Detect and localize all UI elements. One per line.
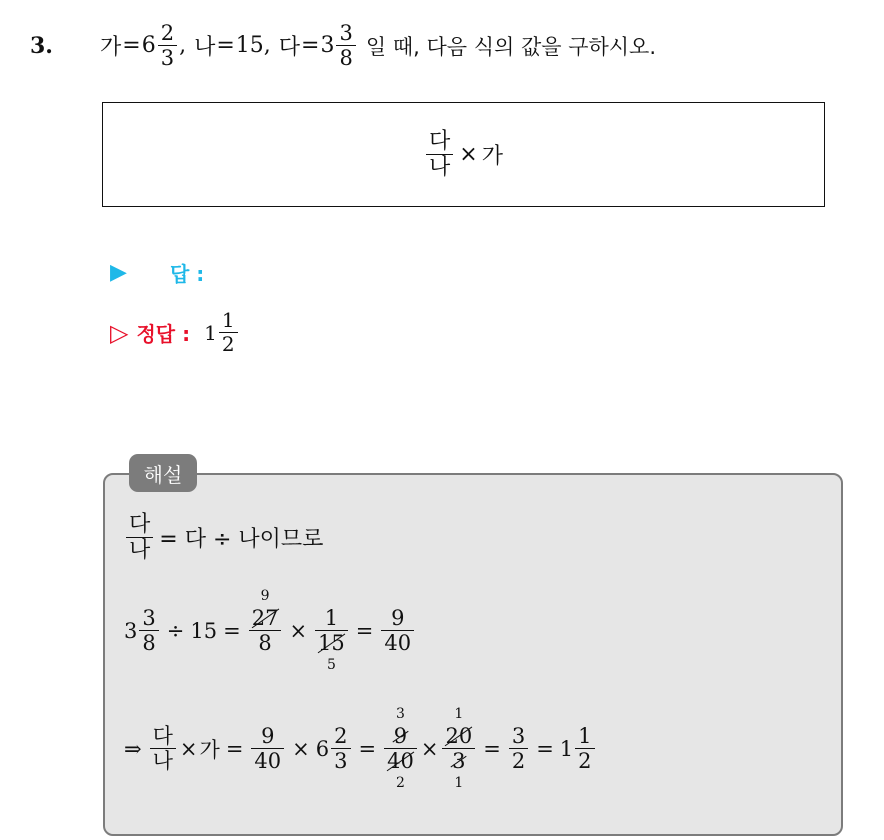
implies-arrow: ⇒ bbox=[124, 736, 142, 761]
expression-box bbox=[102, 102, 825, 207]
solution-line-1: $\frac{\text{다}}{\text{나}}$ = 다 ÷ 나이므로 bbox=[124, 513, 323, 562]
play-icon: ▶ bbox=[110, 260, 127, 285]
correct-answer-label: 정답 : bbox=[136, 322, 191, 346]
correct-answer-line bbox=[110, 310, 240, 355]
correct-answer-fraction: $\frac{1}{2}$ bbox=[219, 310, 238, 355]
solution-tab bbox=[129, 454, 197, 492]
var-ga: 가 bbox=[100, 35, 122, 61]
solution-line-3: ⇒ $\frac{\text{다}}{\text{나}}$ × 가 = $\frac{9}{40}$ × 6 $\frac{2}{3}$ = 3 9 40 2 × 1 20 3 1 = $\frac{3}{2}$ = 1 $\frac{1}{2}$ bbox=[124, 725, 597, 772]
ga-fraction: $\frac{2}{3}$ bbox=[158, 22, 177, 69]
problem-number: 3. bbox=[30, 32, 53, 59]
problem-line: 3. 가 = 6 $\frac{2}{3}$ , 나 = 15 , 다 = 3 $\frac{3}{8}$ 일 때, 다음 식의 값을 구하시오. bbox=[30, 21, 657, 71]
answer-label: 답 : bbox=[170, 262, 205, 286]
problem-text: 일 때, 다음 식의 값을 구하시오. bbox=[365, 34, 657, 59]
var-na: 나 bbox=[194, 35, 216, 61]
expr-fraction: $\frac{\text{다}}{\text{나}}$ bbox=[426, 130, 453, 179]
expression: $\frac{\text{다}}{\text{나}}$ × 가 bbox=[424, 130, 503, 179]
solution-line-2: 3 $\frac{3}{8}$ ÷ 15 = 9 27 8 × 1 15 5 = $\frac{9}{40}$ bbox=[124, 607, 416, 654]
correct-answer-whole: 1 bbox=[204, 320, 217, 345]
da-fraction: $\frac{3}{8}$ bbox=[336, 22, 355, 69]
outline-play-icon: ▷ bbox=[110, 318, 129, 347]
answer-line bbox=[110, 258, 204, 287]
var-da: 다 bbox=[278, 35, 301, 61]
solution-tab-label: 해설 bbox=[143, 462, 183, 487]
